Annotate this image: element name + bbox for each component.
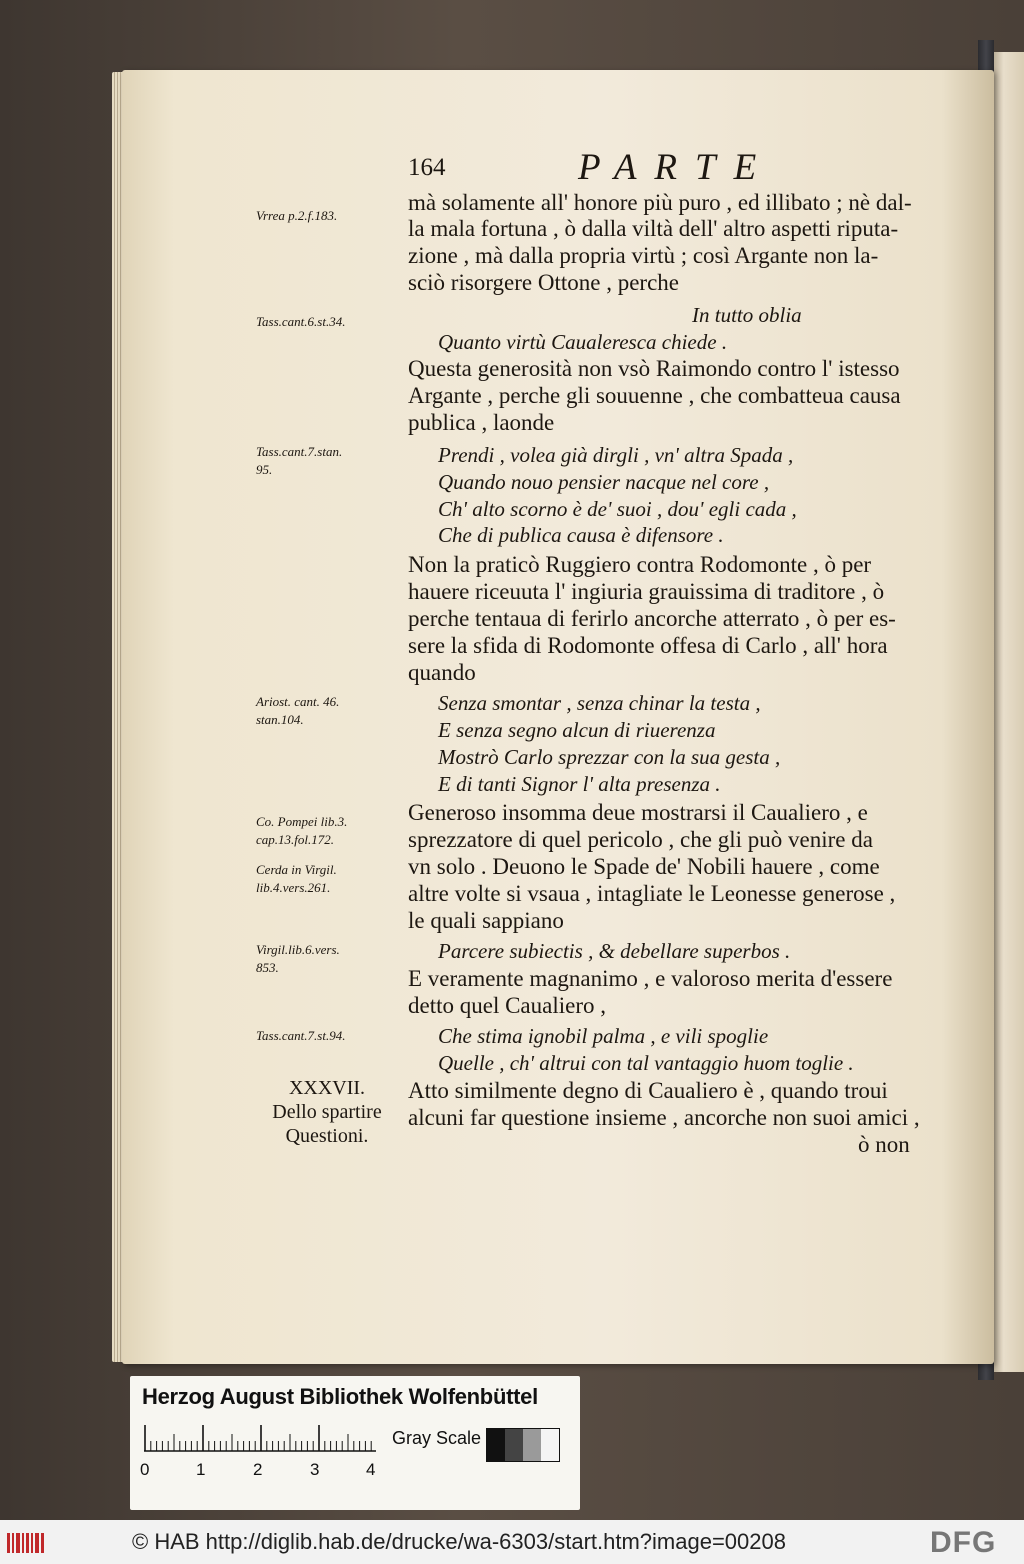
margin-note: 853. <box>256 960 279 975</box>
text-line: altre volte si vsaua , intagliate le Leonesse generose , <box>408 881 896 906</box>
gray-swatch <box>523 1429 541 1461</box>
verse-line: E di tanti Signor l' alta presenza . <box>438 772 721 796</box>
page-number: 164 <box>408 154 446 181</box>
text-line: E veramente magnanimo , e valoroso merita d'essere <box>408 966 893 991</box>
verse-line: Che stima ignobil palma , e vili spoglie <box>438 1024 769 1048</box>
gray-scale-label: Gray Scale <box>392 1428 482 1448</box>
verse-line: Senza smontar , senza chinar la testa , <box>438 691 761 715</box>
dfg-logo: DFG <box>930 1526 997 1559</box>
catchword: ò non <box>858 1132 910 1157</box>
facing-page-edge <box>990 52 1024 1372</box>
text-line: sere la sfida di Rodomonte offesa di Carlo , all' hora <box>408 633 888 658</box>
text-line: Atto similmente degno di Caualiero è , quando troui <box>408 1078 888 1103</box>
copyright-url: © HAB http://diglib.hab.de/drucke/wa-6303/start.htm?image=00208 <box>132 1529 786 1554</box>
verse-line: Ch' alto scorno è de' suoi , dou' egli cada , <box>438 497 797 521</box>
margin-note: Cerda in Virgil. <box>256 862 337 877</box>
text-line: sciò risorgere Ottone , perche <box>408 270 680 295</box>
text-line: sprezzatore di quel pericolo , che gli può venire da <box>408 827 873 852</box>
margin-note: Ariost. cant. 46. <box>256 694 340 709</box>
verse-line: Prendi , volea già dirgli , vn' altra Spada , <box>438 443 794 467</box>
footer-bar <box>0 1520 1024 1564</box>
margin-note: Tass.cant.7.stan. <box>256 444 343 459</box>
text-line: mà solamente all' honore più puro , ed illibato ; nè dal- <box>408 190 912 215</box>
text-line: detto quel Caualiero , <box>408 993 606 1018</box>
text-line: hauere riceuuta l' ingiuria grauissima di traditore , ò <box>408 579 885 604</box>
margin-note: Tass.cant.6.st.34. <box>256 314 346 329</box>
gray-swatch <box>541 1429 559 1461</box>
verse-line: Parcere subiectis , & debellare superbos . <box>438 939 791 963</box>
margin-note: Vrrea p.2.f.183. <box>256 208 338 223</box>
ruler-scale <box>144 1424 376 1452</box>
text-line: le quali sappiano <box>408 908 564 933</box>
section-title-line: Dello spartire <box>272 1101 382 1123</box>
text-line: Generoso insomma deue mostrarsi il Caualiero , e <box>408 800 868 825</box>
margin-note: Virgil.lib.6.vers. <box>256 942 340 957</box>
gray-swatch <box>487 1429 505 1461</box>
margin-note: cap.13.fol.172. <box>256 832 334 847</box>
verse-line: Mostrò Carlo sprezzar con la sua gesta , <box>438 745 781 769</box>
ruler-number: 3 <box>310 1460 320 1479</box>
text-line: la mala fortuna , ò dalla viltà dell' altro aspetti riputa- <box>408 216 899 241</box>
ruler-number: 0 <box>140 1460 150 1479</box>
gray-scale-strip <box>486 1428 560 1462</box>
margin-note: 95. <box>256 462 273 477</box>
verse-line: Quando nouo pensier nacque nel core , <box>438 470 770 494</box>
text-line: alcuni far questione insieme , ancorche non suoi amici , <box>408 1105 920 1130</box>
section-number: XXXVII. <box>288 1077 366 1099</box>
text-line: Questa generosità non vsò Raimondo contro l' istesso <box>408 356 900 381</box>
text-line: Argante , perche gli souuenne , che combatteua causa <box>408 383 901 408</box>
text-line: Non la praticò Ruggiero contra Rodomonte , ò per <box>408 552 872 577</box>
margin-note: lib.4.vers.261. <box>256 880 331 895</box>
book-page <box>122 70 994 1364</box>
ruler-number: 2 <box>253 1460 263 1479</box>
verse-line: Che di publica causa è difensore . <box>438 523 724 547</box>
text-line: vn solo . Deuono le Spade de' Nobili hauere , come <box>408 854 880 879</box>
margin-note: Tass.cant.7.st.94. <box>256 1028 346 1043</box>
verse-line: Quanto virtù Caualeresca chiede . <box>438 330 728 354</box>
verse-line: E senza segno alcun di riuerenza <box>438 718 716 742</box>
library-name: Herzog August Bibliothek Wolfenbüttel <box>142 1384 538 1409</box>
verse-line: In tutto oblia <box>692 303 802 327</box>
ruler-number: 1 <box>196 1460 206 1479</box>
text-line: publica , laonde <box>408 410 555 435</box>
text-line: zione , mà dalla propria virtù ; così Argante non la- <box>408 243 879 268</box>
text-line: perche tentaua di ferirlo ancorche atterrato , ò per es- <box>408 606 896 631</box>
color-scale-card <box>130 1376 580 1510</box>
hab-barcode-icon <box>6 1530 46 1556</box>
section-heading <box>260 1076 394 1148</box>
text-line: quando <box>408 660 476 685</box>
margin-note: stan.104. <box>256 712 304 727</box>
verse-line: Quelle , ch' altrui con tal vantaggio huom toglie . <box>438 1051 854 1075</box>
gray-swatch <box>505 1429 523 1461</box>
ruler-number: 4 <box>366 1460 376 1479</box>
section-title-line: Questioni. <box>285 1125 369 1147</box>
margin-note: Co. Pompei lib.3. <box>256 814 348 829</box>
running-title: PARTE <box>578 147 775 188</box>
